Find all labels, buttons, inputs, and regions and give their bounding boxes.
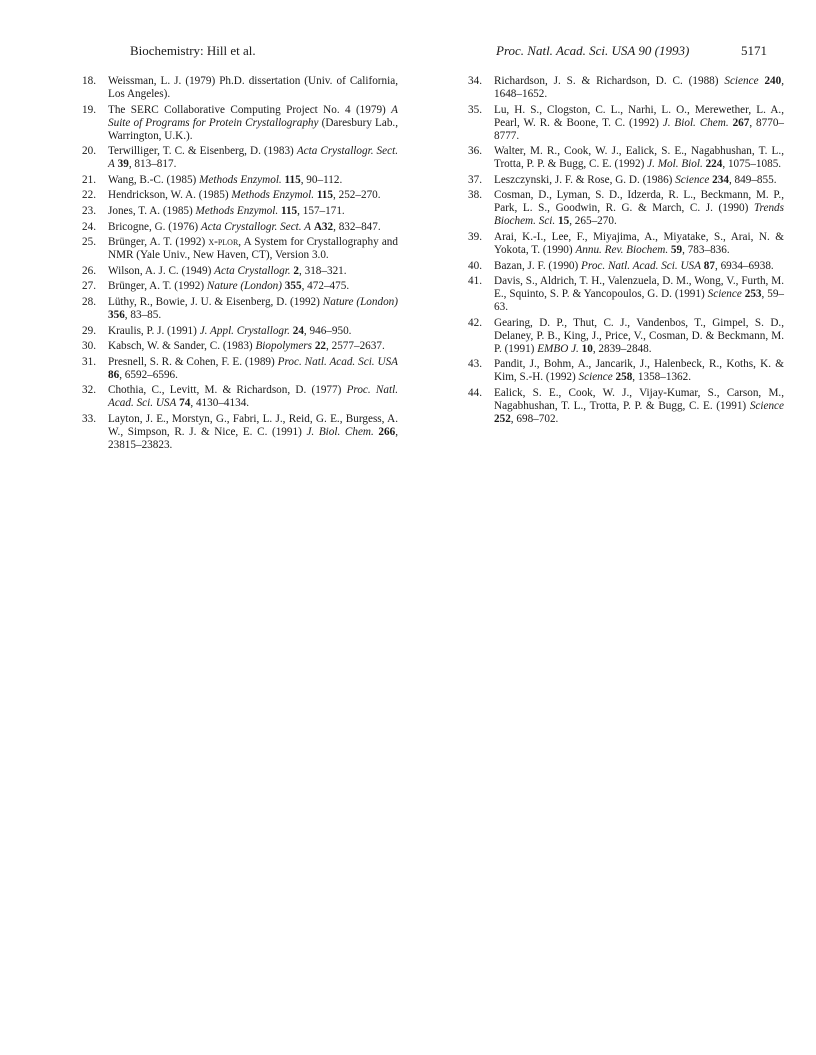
reference-item <box>468 317 784 356</box>
reference-text: , 2577–2637. <box>326 340 385 353</box>
reference-text: Nature (London) <box>322 295 398 308</box>
reference-text: A32 <box>313 220 334 233</box>
reference-text: A Suite of Programs for Protein Crystallography <box>108 103 398 129</box>
reference-text: Gearing, D. P., Thut, C. J., Vandenbos, T., Gimpel, S. D., Delaney, P. B., King, J., Price, V., Cosman, D. & Beckmann, M. P. (1991) <box>494 316 784 355</box>
reference-text: 115 <box>280 204 298 217</box>
reference-text: Nature (London) <box>206 280 282 293</box>
reference-item <box>82 189 398 202</box>
reference-text: 234 <box>712 173 729 186</box>
reference-text: , A System for Crystallography and NMR (Yale Univ., New Haven, CT), Version 3.0. <box>108 236 398 262</box>
reference-number: 24. <box>82 220 96 233</box>
reference-text: J. Biol. Chem. <box>662 116 729 129</box>
reference-text: Jones, T. A. (1985) <box>108 204 196 217</box>
reference-text: Layton, J. E., Morstyn, G., Fabri, L. J., Reid, G. E., Burgess, A. W., Simpson, R. J. & Nice, E. C. (1991) <box>108 412 398 438</box>
reference-text: 224 <box>705 158 723 171</box>
reference-text: 240 <box>764 75 782 87</box>
reference-text: , 265–270. <box>569 215 617 228</box>
reference-item <box>82 145 398 171</box>
reference-number: 20. <box>82 145 96 158</box>
running-header <box>0 43 816 63</box>
reference-item <box>82 265 398 278</box>
reference-text: Kraulis, P. J. (1991) <box>108 324 200 337</box>
reference-number: 22. <box>82 189 96 202</box>
reference-text: Bricogne, G. (1976) <box>108 220 201 233</box>
reference-text: Acta Crystallogr. <box>214 264 291 277</box>
reference-text: Wang, B.-C. (1985) <box>108 173 200 186</box>
reference-text: Science <box>724 75 759 87</box>
reference-text: , 83–85. <box>124 308 162 321</box>
reference-item <box>82 296 398 322</box>
reference-text: 22 <box>314 340 327 353</box>
reference-text: 355 <box>284 280 302 293</box>
reference-text: 59 <box>670 243 683 256</box>
reference-item <box>468 104 784 143</box>
reference-text: , 59–63. <box>494 288 785 314</box>
reference-text: 253 <box>744 288 762 301</box>
reference-text: Chothia, C., Levitt, M. & Richardson, D. (1977) <box>108 384 347 397</box>
reference-text: Acta Crystallogr. Sect. A <box>200 220 312 233</box>
reference-text: Lu, H. S., Clogston, C. L., Narhi, L. O., Merewether, L. A., Pearl, W. R. & Boone, T. C. (1992) <box>494 103 784 129</box>
reference-number: 21. <box>82 173 96 186</box>
reference-text: EMBO J. <box>537 342 579 355</box>
reference-text: 356 <box>108 308 125 321</box>
reference-text: Proc. Natl. Acad. Sci. USA <box>277 355 399 368</box>
reference-number: 40. <box>468 259 482 272</box>
reference-text: J. Mol. Biol. <box>647 158 703 171</box>
reference-item <box>468 145 784 171</box>
reference-text: 252 <box>494 412 511 425</box>
running-header-journal: Proc. Natl. Acad. Sci. USA 90 (1993) <box>496 43 690 58</box>
reference-text: Weissman, L. J. (1979) Ph.D. dissertation (Univ. of California, Los Angeles). <box>108 75 398 100</box>
reference-text: Bazan, J. F. (1990) <box>494 259 582 272</box>
reference-text: 87 <box>703 259 715 272</box>
reference-text: , 1075–1085. <box>722 158 782 171</box>
reference-item <box>82 325 398 338</box>
reference-number: 31. <box>82 355 96 368</box>
reference-item <box>468 189 784 228</box>
reference-text: Arai, K.-I., Lee, F., Miyajima, A., Miyatake, S., Arai, N. & Yokota, T. (1990) <box>494 230 784 256</box>
reference-item <box>468 75 784 101</box>
reference-text: , 8770–8777. <box>494 116 785 142</box>
reference-text: , 698–702. <box>510 412 559 425</box>
reference-text: , 90–112. <box>300 173 343 186</box>
reference-text: 115 <box>316 189 333 202</box>
reference-text: 15 <box>558 215 570 228</box>
reference-number: 32. <box>82 384 96 397</box>
reference-text: Proc. Natl. Acad. Sci. USA <box>581 259 701 272</box>
reference-item <box>82 356 398 382</box>
reference-text: Methods Enzymol. <box>231 189 315 202</box>
reference-text: Brünger, A. T. (1992) <box>108 280 207 293</box>
reference-text: Methods Enzymol. <box>195 204 279 217</box>
reference-text: Lüthy, R., Bowie, J. U. & Eisenberg, D. (1992) <box>108 295 323 308</box>
reference-number: 37. <box>468 173 482 186</box>
reference-text: Wilson, A. J. C. (1949) <box>108 264 215 277</box>
reference-item <box>468 174 784 187</box>
reference-number: 25. <box>82 236 96 249</box>
reference-text: Pandit, J., Bohm, A., Jancarik, J., Halenbeck, R., Koths, K. & Kim, S.-H. (1992) <box>494 358 784 384</box>
reference-number: 27. <box>82 280 96 293</box>
reference-item <box>468 358 784 384</box>
references-right-column <box>468 75 784 429</box>
reference-number: 19. <box>82 103 96 116</box>
reference-text: 24 <box>292 324 304 337</box>
reference-text: Davis, S., Aldrich, T. H., Valenzuela, D. M., Wong, V., Furth, M. E., Squinto, S. P. & Yancopoulos, G. D. (1991) <box>494 275 784 301</box>
reference-text: Methods Enzymol. <box>199 173 282 186</box>
reference-text: 267 <box>732 116 750 129</box>
reference-text: Richardson, J. S. & Richardson, D. C. (1988) <box>494 75 725 87</box>
reference-text: J. Biol. Chem. <box>306 425 374 438</box>
reference-text: 39 <box>117 158 129 171</box>
reference-text: Walter, M. R., Cook, W. J., Ealick, S. E., Nagabhushan, T. L., Trotta, P. P. & Bugg, C. E. (1992) <box>494 145 784 171</box>
references-left-column <box>82 75 398 455</box>
reference-item <box>82 340 398 353</box>
reference-number: 36. <box>468 145 482 158</box>
reference-text: Science <box>707 288 742 301</box>
reference-number: 23. <box>82 204 96 217</box>
reference-number: 26. <box>82 264 96 277</box>
reference-text: Biopolymers <box>255 340 313 353</box>
reference-number: 39. <box>468 230 482 243</box>
reference-number: 29. <box>82 324 96 337</box>
reference-text: 115 <box>284 173 301 186</box>
reference-text: x-plor <box>208 236 239 249</box>
reference-item <box>82 104 398 143</box>
reference-text: , 1358–1362. <box>632 371 692 384</box>
reference-text: Hendrickson, W. A. (1985) <box>108 189 232 202</box>
reference-text: Kabsch, W. & Sander, C. (1983) <box>108 340 256 353</box>
reference-text: 86 <box>108 368 120 381</box>
reference-text: , 6934–6938. <box>714 259 774 272</box>
reference-text: Cosman, D., Lyman, S. D., Idzerda, R. L., Beckmann, M. P., Park, L. S., Goodwin, R. G. & March, C. J. (1990) <box>494 189 784 215</box>
reference-number: 44. <box>468 386 482 399</box>
reference-item <box>82 236 398 262</box>
reference-text: Proc. Natl. Acad. Sci. USA <box>108 384 398 410</box>
reference-text: , 472–475. <box>301 280 350 293</box>
reference-item <box>82 280 398 293</box>
reference-text: , 318–321. <box>299 264 347 277</box>
reference-text: , 6592–6596. <box>119 368 178 381</box>
reference-item <box>468 387 784 426</box>
running-header-authors: Biochemistry: Hill et al. <box>130 43 256 58</box>
page-number: 5171 <box>741 43 767 58</box>
reference-text: , 4130–4134. <box>190 397 250 410</box>
reference-text: (Daresbury Lab., Warrington, U.K.). <box>108 116 399 142</box>
reference-text: 74 <box>179 397 191 410</box>
reference-number: 28. <box>82 295 96 308</box>
reference-text: The SERC Collaborative Computing Project No. 4 (1979) <box>108 103 392 116</box>
reference-item <box>468 231 784 257</box>
reference-item <box>468 275 784 314</box>
reference-number: 34. <box>468 75 482 87</box>
reference-text: Science <box>675 173 710 186</box>
reference-number: 43. <box>468 358 482 371</box>
reference-number: 35. <box>468 103 482 116</box>
reference-text: J. Appl. Crystallogr. <box>199 324 290 337</box>
reference-number: 41. <box>468 275 482 288</box>
reference-item <box>468 260 784 273</box>
reference-item <box>82 413 398 452</box>
reference-number: 38. <box>468 189 482 202</box>
reference-text: Presnell, S. R. & Cohen, F. E. (1989) <box>108 355 278 368</box>
reference-text: , 849–855. <box>728 173 777 186</box>
reference-text: , 783–836. <box>682 243 730 256</box>
reference-number: 30. <box>82 340 96 353</box>
reference-text: Ealick, S. E., Cook, W. J., Vijay-Kumar, S., Carson, M., Nagabhushan, T. L., Trotta, P. P. & Bugg, C. E. (1991) <box>494 386 784 412</box>
reference-text: Science <box>749 399 784 412</box>
reference-item <box>82 75 398 101</box>
reference-text: , 1648–1652. <box>494 75 785 100</box>
reference-item <box>82 384 398 410</box>
reference-text: , 832–847. <box>333 220 381 233</box>
reference-text: Annu. Rev. Biochem. <box>575 243 669 256</box>
reference-text: , 2839–2848. <box>592 342 652 355</box>
reference-text: , 23815–23823. <box>108 425 398 451</box>
reference-text: Brünger, A. T. (1992) <box>108 236 209 249</box>
reference-text: 258 <box>615 371 633 384</box>
reference-number: 33. <box>82 412 96 425</box>
reference-text: , 946–950. <box>303 324 352 337</box>
reference-item <box>82 205 398 218</box>
reference-text: Terwilliger, T. C. & Eisenberg, D. (1983) <box>108 145 297 158</box>
reference-item <box>82 174 398 187</box>
reference-text: , 157–171. <box>297 204 345 217</box>
reference-text: , 813–817. <box>128 158 177 171</box>
reference-text: 266 <box>378 425 396 438</box>
reference-number: 18. <box>82 75 96 87</box>
reference-text: 10 <box>581 342 593 355</box>
reference-text: Science <box>578 371 613 384</box>
reference-number: 42. <box>468 316 482 329</box>
reference-text: Leszczynski, J. F. & Rose, G. D. (1986) <box>494 173 676 186</box>
reference-text: 2 <box>293 264 299 277</box>
reference-text: Trends Biochem. Sci. <box>494 202 784 228</box>
reference-text: , 252–270. <box>333 189 381 202</box>
reference-item <box>82 221 398 234</box>
reference-text: Acta Crystallogr. Sect. A <box>108 145 398 171</box>
